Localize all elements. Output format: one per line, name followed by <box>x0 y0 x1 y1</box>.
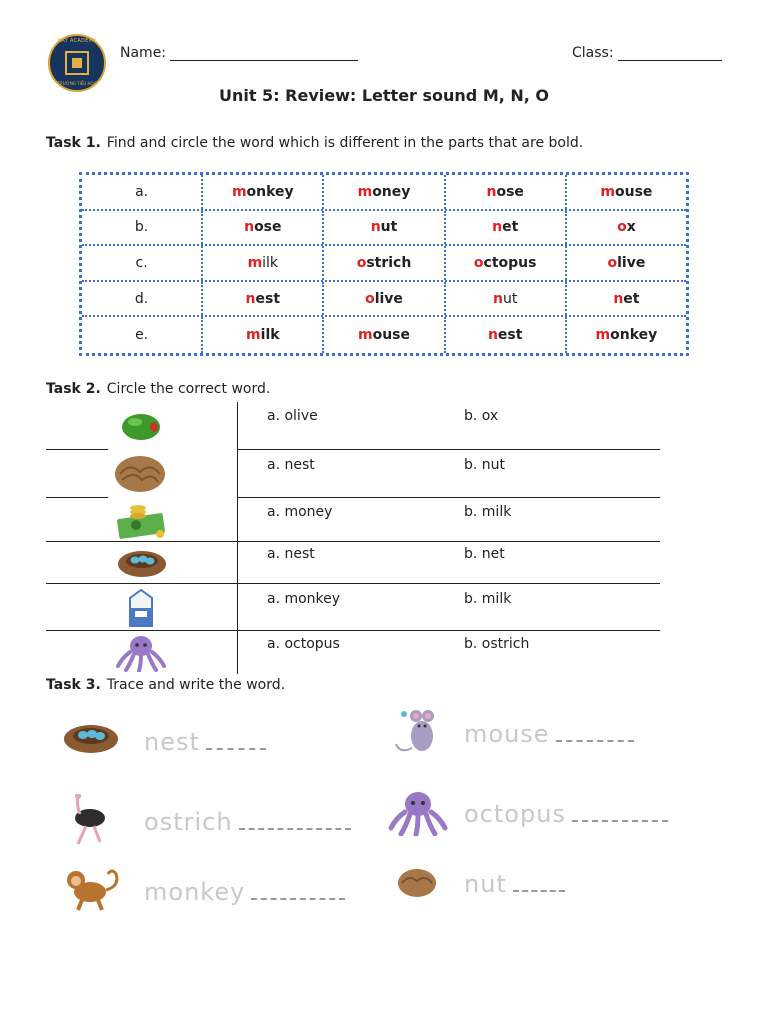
task1-word[interactable] <box>567 317 686 353</box>
task1-word[interactable] <box>567 246 686 280</box>
word-rest: et <box>502 219 519 236</box>
option-a[interactable]: a. money <box>267 504 333 520</box>
bold-letter: m <box>231 183 247 200</box>
write-line[interactable] <box>251 898 345 900</box>
option-a[interactable]: a. monkey <box>267 591 341 607</box>
write-line[interactable] <box>239 828 351 830</box>
bold-letter: n <box>486 183 497 200</box>
task1-word[interactable] <box>324 246 445 280</box>
task2-label: Task 2. <box>46 381 101 397</box>
nut-icon <box>112 452 168 496</box>
task1-word[interactable] <box>203 246 324 280</box>
write-line[interactable] <box>572 820 668 822</box>
bold-letter: m <box>595 327 611 344</box>
trace-word[interactable] <box>144 878 345 906</box>
trace-word[interactable] <box>144 728 266 756</box>
write-line[interactable] <box>556 740 634 742</box>
trace-word[interactable] <box>464 720 634 748</box>
bold-letter: n <box>244 219 255 236</box>
word-rest: ut <box>503 290 518 307</box>
monkey-icon <box>62 866 124 912</box>
bold-letter: m <box>358 327 373 344</box>
trace-text: mouse <box>464 720 550 748</box>
task1-table <box>79 172 689 356</box>
option-b[interactable]: b. ox <box>464 408 499 424</box>
bold-letter: o <box>617 219 627 236</box>
trace-text: nest <box>144 728 200 756</box>
task1-word[interactable] <box>446 246 567 280</box>
octopus-icon <box>116 634 166 672</box>
name-label: Name: <box>120 45 167 61</box>
task3-heading <box>46 677 285 693</box>
trace-text: ostrich <box>144 808 233 836</box>
task2-row-line <box>237 497 660 498</box>
olive-icon <box>118 410 164 444</box>
logo-emblem-icon <box>65 51 89 75</box>
class-line[interactable] <box>618 44 722 61</box>
name-line[interactable] <box>170 44 358 61</box>
word-rest: ose <box>496 183 524 200</box>
bold-letter: n <box>245 290 256 307</box>
task1-word[interactable] <box>203 175 324 209</box>
task1-word[interactable] <box>446 175 567 209</box>
task1-row-letter: b. <box>82 211 203 245</box>
trace-text: nut <box>464 870 507 898</box>
word-rest: ut <box>380 219 398 236</box>
option-b[interactable]: b. ostrich <box>464 636 530 652</box>
school-logo <box>48 34 106 92</box>
bold-letter: o <box>356 254 367 271</box>
task1-row <box>82 211 686 247</box>
ostrich-icon <box>64 794 114 846</box>
word-rest: ouse <box>372 327 411 344</box>
task2-row-line <box>46 583 660 584</box>
task1-word[interactable] <box>567 175 686 209</box>
bold-letter: n <box>487 327 498 344</box>
bold-letter: m <box>357 183 373 200</box>
answer-line[interactable] <box>46 449 108 450</box>
option-b[interactable]: b. net <box>464 546 505 562</box>
task1-row-letter: c. <box>82 246 203 280</box>
bold-letter: n <box>613 290 624 307</box>
option-a[interactable]: a. nest <box>267 546 315 562</box>
write-line[interactable] <box>206 748 266 750</box>
task1-heading <box>46 135 583 151</box>
bold-letter: n <box>370 219 381 236</box>
task1-row <box>82 317 686 353</box>
word-rest: oney <box>372 183 411 200</box>
trace-text: monkey <box>144 878 246 906</box>
trace-word[interactable] <box>464 870 565 898</box>
word-rest: ilk <box>262 254 279 271</box>
logo-text-bottom: TRƯỜNG TIỂU HỌC <box>57 81 97 86</box>
task1-word[interactable] <box>446 211 567 245</box>
task1-word[interactable] <box>203 282 324 316</box>
word-rest: x <box>626 219 636 236</box>
bold-letter: n <box>493 290 503 307</box>
answer-line[interactable] <box>46 497 108 498</box>
nest-icon <box>116 546 168 580</box>
trace-word[interactable] <box>464 800 668 828</box>
task2-heading <box>46 381 270 397</box>
write-line[interactable] <box>513 890 565 892</box>
bold-letter: n <box>492 219 503 236</box>
milk-icon <box>126 588 156 628</box>
word-rest: onkey <box>610 327 658 344</box>
word-rest: et <box>623 290 640 307</box>
task1-word[interactable] <box>203 317 324 353</box>
task1-word[interactable] <box>324 317 445 353</box>
bold-letter: m <box>247 254 263 271</box>
task1-word[interactable] <box>324 282 445 316</box>
word-rest: ouse <box>615 183 653 200</box>
nut-icon <box>396 866 438 900</box>
word-rest: est <box>255 290 281 307</box>
task3-label: Task 3. <box>46 677 101 693</box>
task3-instruction: Trace and write the word. <box>106 677 286 693</box>
name-field[interactable] <box>120 44 358 61</box>
logo-text-top: HAY ACADEMY <box>57 38 97 44</box>
bold-letter: o <box>607 254 618 271</box>
option-a[interactable]: a. olive <box>267 408 318 424</box>
option-b[interactable]: b. milk <box>464 504 512 520</box>
bold-letter: m <box>600 183 615 200</box>
bold-letter: m <box>246 327 261 344</box>
task1-label: Task 1. <box>46 135 101 151</box>
word-rest: ctopus <box>483 254 537 271</box>
nest-icon <box>62 720 120 756</box>
option-a[interactable]: a. octopus <box>267 636 340 652</box>
class-field[interactable] <box>572 44 722 61</box>
word-rest: ilk <box>260 327 280 344</box>
task2-row-line <box>46 541 660 542</box>
task1-word[interactable] <box>446 282 567 316</box>
task2-divider <box>237 402 238 674</box>
option-b[interactable]: b. nut <box>464 457 506 473</box>
money-icon <box>112 500 170 540</box>
bold-letter: o <box>365 290 375 307</box>
word-rest: ose <box>254 219 282 236</box>
task2-row-line <box>46 630 660 631</box>
option-b[interactable]: b. milk <box>464 591 512 607</box>
task1-word[interactable] <box>203 211 324 245</box>
word-rest: live <box>617 254 646 271</box>
task2-row-line <box>237 449 660 450</box>
task2-instruction: Circle the correct word. <box>106 381 271 397</box>
class-label: Class: <box>572 45 614 61</box>
task1-row-letter: d. <box>82 282 203 316</box>
octopus-icon <box>388 790 448 836</box>
task1-row <box>82 282 686 318</box>
task1-row-letter: e. <box>82 317 203 353</box>
word-rest: strich <box>366 254 412 271</box>
task1-word[interactable] <box>324 175 445 209</box>
mouse-icon <box>392 708 444 756</box>
word-rest: onkey <box>246 183 294 200</box>
task1-row <box>82 246 686 282</box>
task1-row <box>82 175 686 211</box>
task1-word[interactable] <box>446 317 567 353</box>
task1-row-letter: a. <box>82 175 203 209</box>
option-a[interactable]: a. nest <box>267 457 315 473</box>
trace-text: octopus <box>464 800 566 828</box>
word-rest: est <box>497 327 523 344</box>
bold-letter: o <box>473 254 484 271</box>
trace-word[interactable] <box>144 808 351 836</box>
word-rest: live <box>374 290 403 307</box>
task1-word[interactable] <box>567 211 686 245</box>
task1-word[interactable] <box>567 282 686 316</box>
page-title: Unit 5: Review: Letter sound M, N, O <box>218 86 550 105</box>
task1-word[interactable] <box>324 211 445 245</box>
task1-instruction: Find and circle the word which is different in the parts that are bold. <box>106 135 584 151</box>
